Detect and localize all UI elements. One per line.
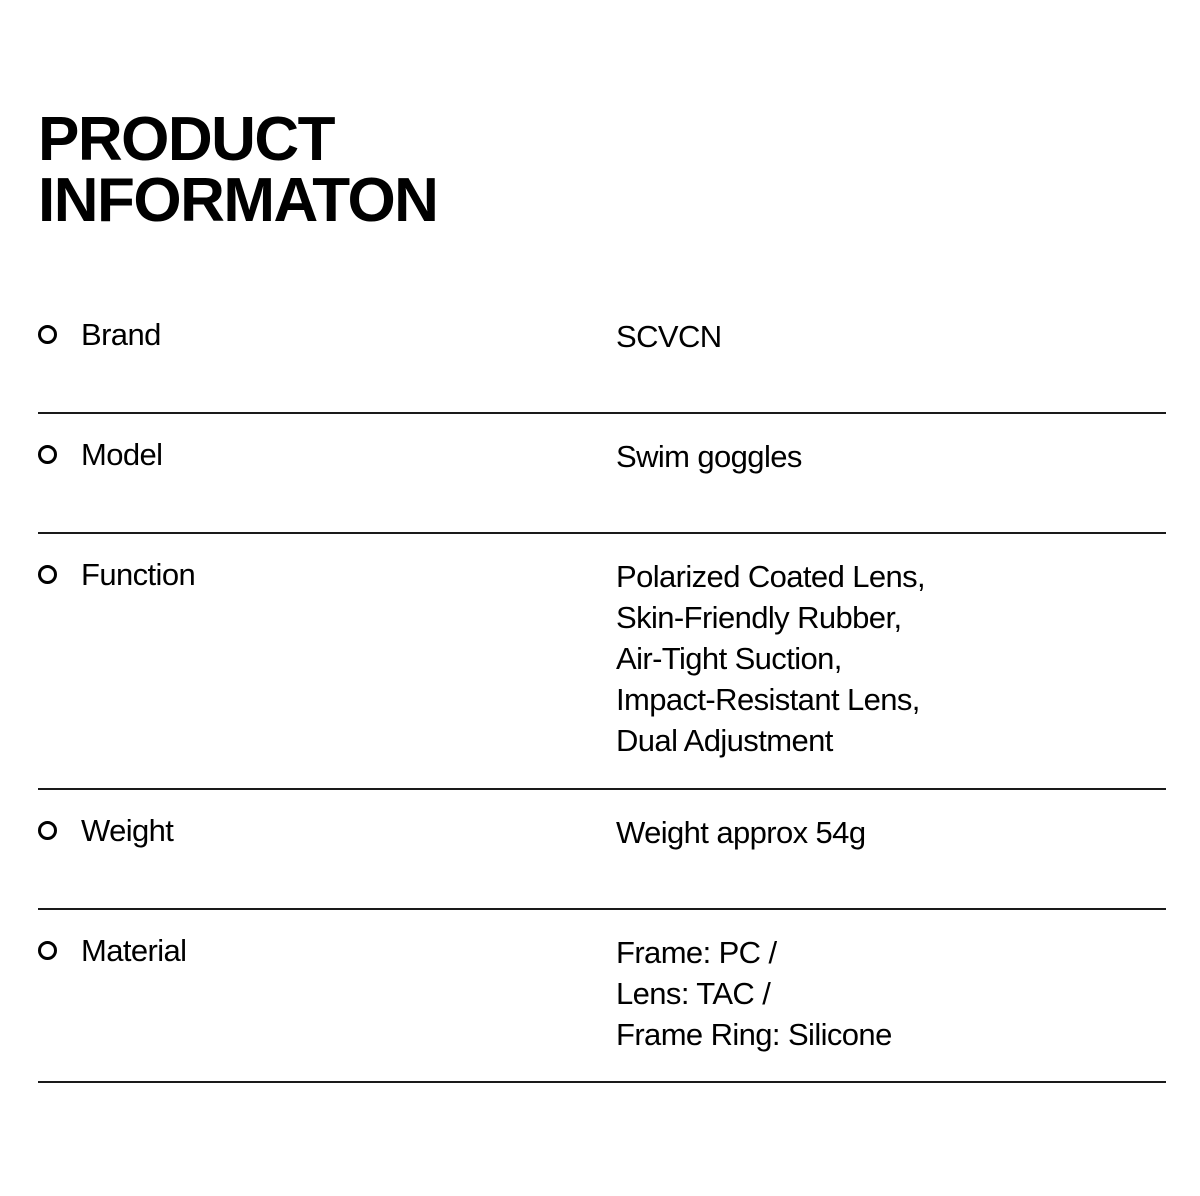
spec-label: Weight bbox=[81, 812, 174, 848]
circle-outline-icon bbox=[38, 821, 57, 840]
spec-label: Model bbox=[81, 436, 163, 472]
specification-table bbox=[38, 310, 1166, 1084]
spec-value-line: Swim goggles bbox=[616, 438, 802, 474]
spec-value-line: Lens: TAC / bbox=[616, 975, 771, 1011]
table-row bbox=[38, 310, 1166, 414]
spec-label-cell bbox=[38, 556, 616, 595]
spec-value-line: Impact-Resistant Lens, bbox=[616, 682, 920, 718]
table-row bbox=[38, 790, 1166, 910]
spec-label-cell bbox=[38, 316, 616, 355]
table-row bbox=[38, 414, 1166, 534]
spec-value-line: SCVCN bbox=[616, 318, 722, 354]
spec-label-cell bbox=[38, 932, 616, 971]
spec-value-line: Weight approx 54g bbox=[616, 814, 866, 850]
page-title bbox=[38, 105, 1162, 235]
spec-label-cell bbox=[38, 436, 616, 475]
spec-value-line: Frame Ring: Silicone bbox=[616, 1017, 892, 1053]
spec-value-cell bbox=[616, 812, 865, 853]
spec-value-cell bbox=[616, 932, 892, 1056]
table-row bbox=[38, 910, 1166, 1084]
spec-value-cell bbox=[616, 556, 925, 762]
spec-label-cell bbox=[38, 812, 616, 851]
circle-outline-icon bbox=[38, 445, 57, 464]
spec-value-cell bbox=[616, 316, 722, 357]
page-title-line-2: INFORMATON bbox=[38, 165, 438, 235]
spec-value-line: Dual Adjustment bbox=[616, 723, 833, 759]
page-title-line-1: PRODUCT bbox=[38, 105, 335, 174]
spec-value-line: Frame: PC / bbox=[616, 934, 777, 970]
spec-value-line: Air-Tight Suction, bbox=[616, 640, 842, 676]
spec-value-cell bbox=[616, 436, 802, 477]
table-row bbox=[38, 534, 1166, 790]
circle-outline-icon bbox=[38, 941, 57, 960]
spec-value-line: Skin-Friendly Rubber, bbox=[616, 599, 902, 635]
circle-outline-icon bbox=[38, 325, 57, 344]
circle-outline-icon bbox=[38, 565, 57, 584]
spec-label: Material bbox=[81, 932, 187, 968]
spec-value-line: Polarized Coated Lens, bbox=[616, 558, 926, 594]
spec-label: Function bbox=[81, 556, 196, 592]
spec-label: Brand bbox=[81, 316, 161, 352]
